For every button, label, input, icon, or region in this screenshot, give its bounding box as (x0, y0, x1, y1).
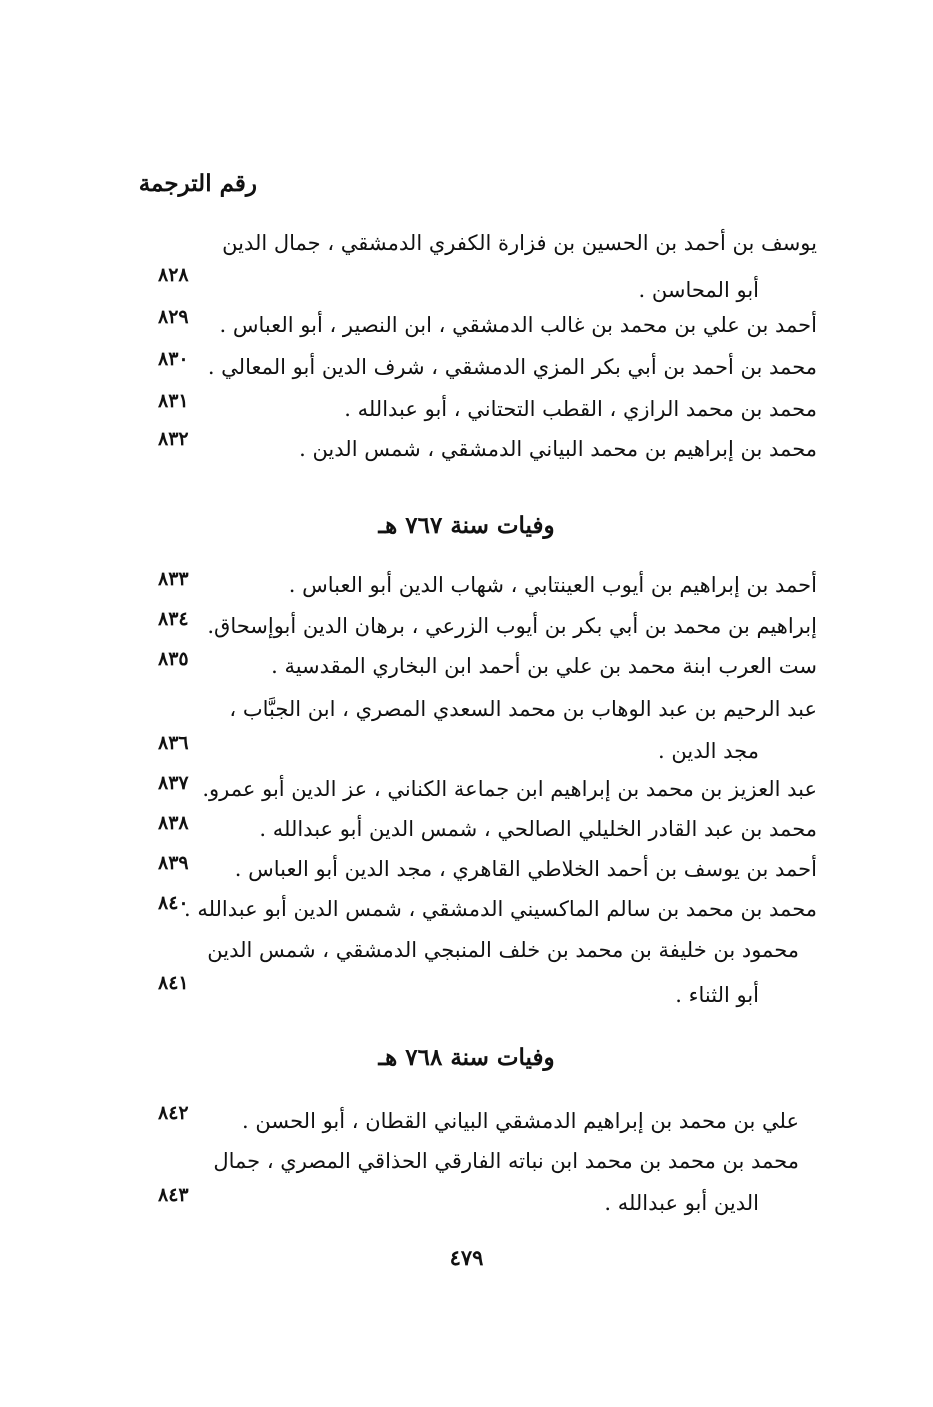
entry-number: ٨٢٩ (158, 306, 189, 328)
entry-text-line: عبد الرحيم بن عبد الوهاب بن محمد السعدي المصري ، ابن الجبَّاب ، (229, 697, 817, 721)
entry-text-line: مجد الدين . (658, 739, 759, 763)
entry-text-line: محمد بن محمد الرازي ، القطب التحتاني ، أبو عبدالله . (344, 397, 817, 421)
entry-number: ٨٣٥ (158, 648, 189, 670)
entry-text-line: يوسف بن أحمد بن الحسين بن فزارة الكفري الدمشقي ، جمال الدين (222, 231, 817, 255)
entry-text-line: محمد بن عبد القادر الخليلي الصالحي ، شمس الدين أبو عبدالله . (259, 817, 817, 841)
entry-number: ٨٣١ (158, 390, 189, 412)
entry-text-line: أبو الثناء . (675, 983, 759, 1007)
entry-text-line: محمد بن إبراهيم بن محمد البياني الدمشقي ، شمس الدين . (299, 437, 817, 461)
entry-text-line: محمود بن خليفة بن محمد بن خلف المنبجي الدمشقي ، شمس الدين (207, 938, 799, 962)
entry-number: ٨٣٩ (158, 852, 189, 874)
entry-number: ٨٤٠ (158, 892, 189, 914)
entry-number: ٨٤٣ (158, 1184, 189, 1206)
entry-text-line: محمد بن أحمد بن أبي بكر المزي الدمشقي ، شرف الدين أبو المعالي . (207, 355, 817, 379)
entry-text-line: الدين أبو عبدالله . (604, 1191, 759, 1215)
column-header: رقم الترجمة (138, 170, 257, 197)
entry-number: ٨٣٨ (158, 812, 189, 834)
page-number: ٤٧٩ (449, 1245, 484, 1270)
entry-text-line: ست العرب ابنة محمد بن علي بن أحمد ابن البخاري المقدسية . (271, 654, 817, 678)
entry-text-line: علي بن محمد بن إبراهيم الدمشقي البياني القطان ، أبو الحسن . (242, 1109, 799, 1133)
entry-text-line: محمد بن محمد بن محمد ابن نباته الفارقي الحذاقي المصري ، جمال (213, 1149, 799, 1173)
entry-number: ٨٣٢ (158, 428, 189, 450)
entry-text-line: محمد بن محمد بن سالم الماكسيني الدمشقي ، شمس الدين أبو عبدالله . (183, 897, 817, 921)
entry-number: ٨٣٦ (158, 732, 189, 754)
entry-text-line: عبد العزيز بن محمد بن إبراهيم ابن جماعة الكناني ، عز الدين أبو عمرو. (202, 777, 817, 801)
entry-number: ٨٣٠ (158, 348, 189, 370)
entry-text-line: أحمد بن علي بن محمد بن غالب الدمشقي ، ابن النصير ، أبو العباس . (219, 313, 817, 337)
section-heading: وفيات سنة ٧٦٧ هـ (378, 512, 555, 539)
entry-number: ٨٣٧ (158, 772, 189, 794)
section-heading: وفيات سنة ٧٦٨ هـ (378, 1044, 555, 1071)
entry-text-line: إبراهيم بن محمد بن أبي بكر بن أيوب الزرعي ، برهان الدين أبوإسحاق. (207, 614, 817, 638)
entry-number: ٨٤٢ (158, 1102, 189, 1124)
entry-number: ٨٢٨ (158, 264, 189, 286)
entry-number: ٨٣٤ (158, 608, 189, 630)
entry-text-line: أحمد بن يوسف بن أحمد الخلاطي القاهري ، مجد الدين أبو العباس . (234, 857, 817, 881)
entry-text-line: أبو المحاسن . (638, 278, 759, 302)
entry-number: ٨٣٣ (158, 568, 189, 590)
entry-text-line: أحمد بن إبراهيم بن أيوب العينتابي ، شهاب الدين أبو العباس . (288, 573, 817, 597)
entry-number: ٨٤١ (158, 972, 189, 994)
